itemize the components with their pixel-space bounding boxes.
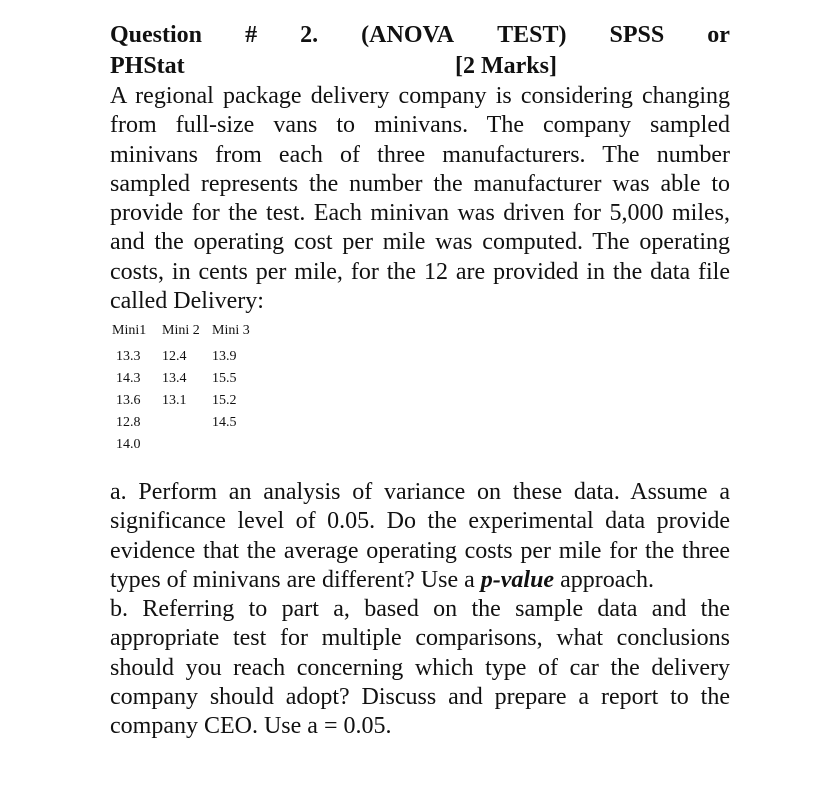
table-row [112, 433, 272, 455]
table-cell: 13.6 [116, 392, 141, 408]
table-cell: 14.0 [116, 436, 141, 452]
heading-word-anova: (ANOVA [361, 22, 455, 48]
questions-block [110, 478, 730, 742]
table-cell: 13.1 [162, 392, 187, 408]
question-a [110, 478, 730, 595]
table-cell: 12.8 [116, 414, 141, 430]
heading-word-hash: # [245, 22, 258, 48]
column-header-mini2: Mini 2 [162, 323, 200, 339]
heading-word-test: TEST) [497, 22, 567, 48]
question-b: b. Referring to part a, based on the sample data and the appropriate test for multiple comparisons, what conclusions should you reach concerning which type of car the delivery company should adopt? Discuss and prepare a report to the company CEO. Use a = 0.05. [110, 596, 730, 740]
table-cell: 13.3 [116, 348, 141, 364]
heading-word-or: or [707, 22, 730, 48]
heading-phstat: PHStat [110, 53, 185, 79]
table-header-row [112, 320, 272, 345]
column-header-mini1: Mini1 [112, 323, 147, 339]
table-cell: 13.9 [212, 348, 237, 364]
table-cell: 14.5 [212, 414, 237, 430]
question-a-text: a. Perform an analysis of variance on these data. Assume a significance level of 0.05. Do the experimental data provide evidence that the average operating costs per mile for the three types of minivans are different? Use a [110, 479, 730, 593]
heading-word-number: 2. [300, 22, 319, 48]
table-row [112, 389, 272, 411]
table-cell: 15.2 [212, 392, 237, 408]
table-cell [162, 433, 212, 455]
table-cell [162, 411, 212, 433]
heading-word-spss: SPSS [609, 22, 665, 48]
question-a-tail: approach. [560, 566, 655, 593]
intro-paragraph: A regional package delivery company is considering changing from full-size vans to minivans. The company sampled minivans from each of three manufacturers. The number sampled represents the number the manufacturer was able to provide for the test. Each minivan was driven for 5,000 miles, and the operating cost per mile was computed. The operating costs, in cents per mile, for the 12 are provided in the data file called Delivery: [110, 83, 730, 315]
table-cell: 13.4 [162, 370, 187, 386]
table-cell: 15.5 [212, 370, 237, 386]
heading-line-2 [110, 51, 730, 82]
heading-line-1 [110, 20, 730, 51]
marks-label: [2 Marks] [455, 53, 557, 79]
delivery-data-table [112, 320, 272, 455]
column-header-mini3: Mini 3 [212, 323, 250, 339]
p-value-emphasis: p-value [480, 566, 555, 593]
table-row [112, 345, 272, 367]
table-cell [212, 433, 272, 455]
question-heading [110, 20, 730, 82]
table-row [112, 367, 272, 389]
document-page [110, 20, 730, 455]
table-cell: 14.3 [116, 370, 141, 386]
table-row [112, 411, 272, 433]
heading-word-question: Question [110, 22, 203, 48]
table-cell: 12.4 [162, 348, 187, 364]
